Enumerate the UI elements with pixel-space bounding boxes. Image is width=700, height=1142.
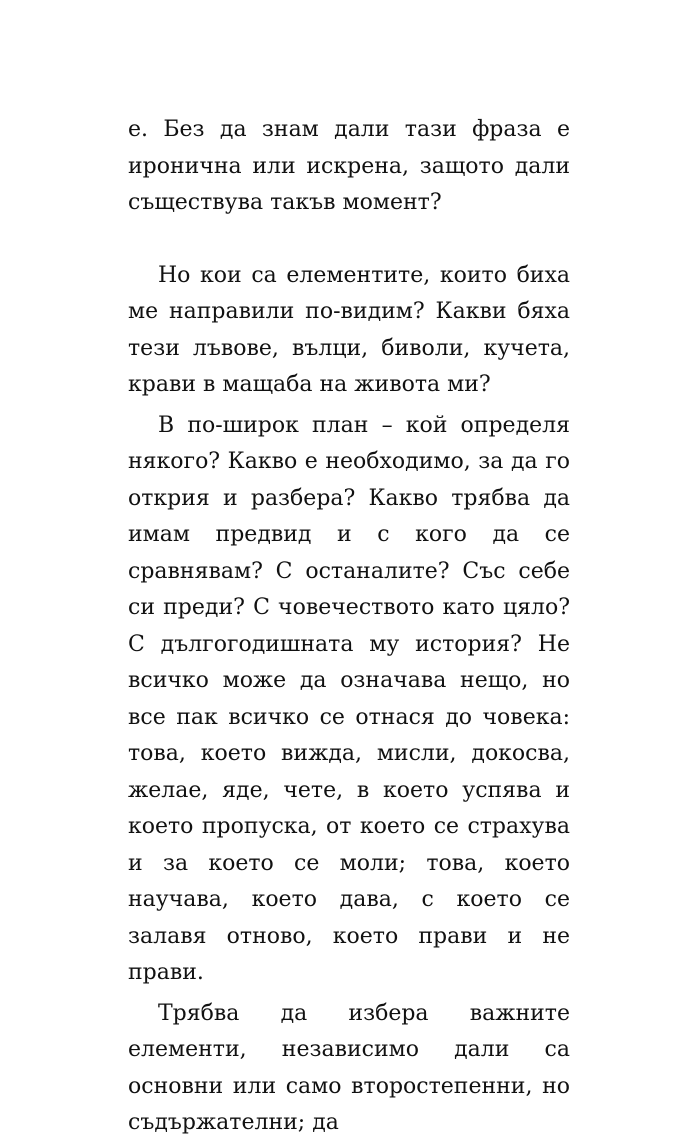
paragraph-broader-plan: В по-широк план – кой определя някого? Какво е необходимо, за да го открия и разбера? Какво трябва да имам предвид и с кого да се сравнявам? С останалите? Със себе си преди? С човечеството като цяло? С дългогодишната му история? Не всичко може да означава нещо, но все пак всичко се отнася до човека: това, което вижда, мисли, докосва, желае, яде, чете, в което успява и което пропуска, от което се страхува и за което се моли; това, което научава, което дава, с което се залавя отново, което прави и не прави. — [128, 412, 570, 985]
paragraph-choose-elements: Трябва да избера важните елементи, независимо дали са основни или само второстепенни, но съдържателни; да — [128, 1000, 570, 1135]
page-text — [128, 112, 570, 1142]
paragraph-elements-question: Но кои са елементите, които биха ме направили по-видим? Какви бяха тези лъвове, вълци, биволи, кучета, крави в мащаба на живота ми? — [128, 262, 570, 397]
paragraph-continuation: е. Без да знам дали тази фраза е иронична или искрена, защото дали съществува такъв момент? — [128, 117, 570, 215]
